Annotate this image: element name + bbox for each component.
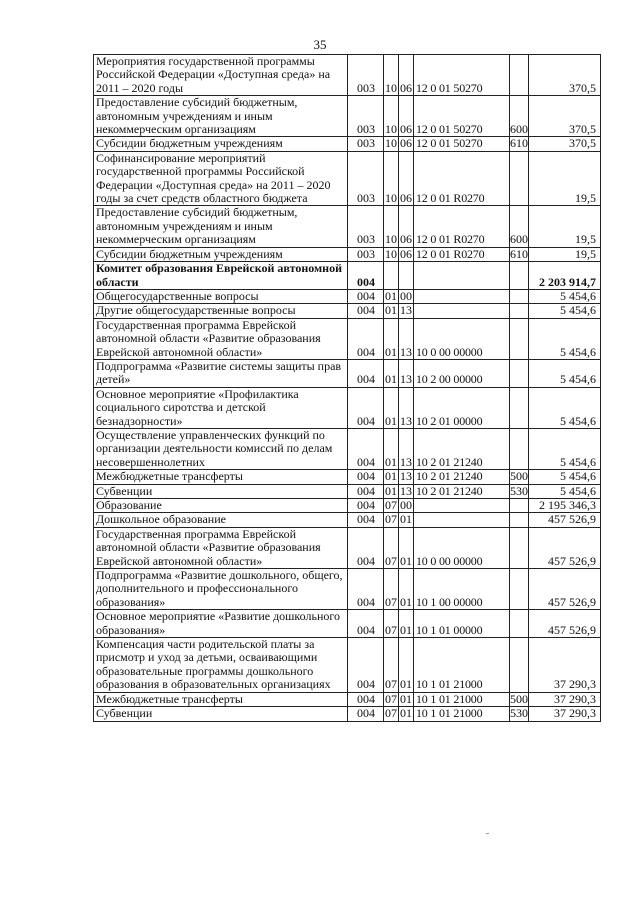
subsection-code-cell: 13 [400,303,412,318]
row-name-cell: Основное мероприятие «Профилактика социального сиротства и детской безнадзорности» [94,387,348,428]
expense-type-cell [510,151,529,206]
ved-code-cell: 004 [348,289,384,303]
amount-cell: 457 526,9 [529,513,601,527]
subsection-code-cell: 13 [400,484,412,498]
target-article-cell: 10 0 00 00000 [414,527,510,568]
amount-cell: 370,5 [529,55,601,96]
target-article-cell: 10 1 01 21000 [414,692,510,706]
expense-type-cell: 530 [510,484,528,498]
table-row [94,499,601,513]
ved-code-cell: 003 [348,206,384,247]
row-name-cell: Комитет образования Еврейской автономной области [94,262,348,290]
ved-code-cell: 003 [348,137,384,151]
table-row [94,484,601,498]
subsection-code-cell: 13 [399,387,414,428]
subsection-code-cell: 01 [399,527,414,568]
table-row [94,610,601,638]
table-row [94,318,601,359]
target-article-cell: 12 0 01 R0270 [414,151,510,206]
expense-type-cell: 600 [510,96,529,137]
target-article-cell [414,499,510,513]
subsection-code-cell: 06 [399,206,414,247]
target-article-cell: 12 0 01 R0270 [414,206,510,247]
amount-cell: 37 290,3 [529,638,601,693]
expense-type-cell [510,569,529,610]
expense-type-cell [510,359,529,387]
target-article-cell: 10 1 01 21000 [414,707,510,721]
section-code-cell: 07 [384,527,399,568]
section-code-cell: 10 [384,96,399,137]
section-code-cell: 01 [384,387,399,428]
ved-code-cell: 004 [348,387,384,428]
table-row [94,569,601,610]
table-row [94,247,601,261]
amount-cell: 457 526,9 [529,569,601,610]
expense-type-cell [510,318,529,359]
target-article-cell: 12 0 01 R0270 [414,247,510,261]
budget-table-body [94,55,601,722]
row-name-cell: Предоставление субсидий бюджетным, автономным учреждениям и иным некоммерческим организациям [94,206,348,247]
subsection-code-cell: 13 [399,428,414,469]
subsection-code-cell: 01 [400,512,412,527]
expense-type-cell: 600 [510,206,529,247]
subsection-code-cell: 01 [400,692,412,706]
ved-code-cell: 004 [348,692,384,706]
subsection-code-cell [399,262,414,290]
expense-type-cell [510,289,529,303]
ved-code-cell: 004 [348,569,384,610]
ved-code-cell: 003 [348,151,384,206]
section-code-cell: 10 [384,151,399,206]
expense-type-cell [510,262,529,290]
target-article-cell: 12 0 01 50270 [414,96,510,137]
section-code-cell: 07 [384,638,399,693]
ved-code-cell: 003 [348,247,384,261]
expense-type-cell: 610 [510,136,528,151]
amount-cell: 2 203 914,7 [529,262,601,290]
amount-cell: 2 195 346,3 [529,499,601,513]
row-name-cell: Мероприятия государственной программы Российской Федерации «Доступная среда» на 2011 – 2020 годы [94,55,348,96]
row-name-cell: Осуществление управленческих функций по организации деятельности комиссий по делам несовершеннолетних [94,428,348,469]
expense-type-cell [510,513,529,527]
table-row [94,55,601,96]
row-name-cell: Софинансирование мероприятий государственной программы Российской Федерации «Доступная среда» на 2011 – 2020 годы за счет средств областного бюджета [94,151,348,206]
amount-cell: 5 454,6 [529,359,601,387]
table-row [94,387,601,428]
expense-type-cell: 530 [510,706,528,721]
ved-code-cell: 004 [348,304,384,318]
expense-type-cell [510,610,529,638]
row-name-cell: Государственная программа Еврейской автономной области «Развитие образования Еврейской автономной области» [94,527,348,568]
amount-cell: 5 454,6 [529,387,601,428]
ved-code-cell: 004 [348,428,384,469]
scan-dot [486,833,489,834]
expense-type-cell [510,638,529,693]
subsection-code-cell: 06 [400,247,412,261]
section-code-cell: 07 [384,610,399,638]
section-code-cell: 01 [384,318,399,359]
section-code-cell: 10 [384,206,399,247]
target-article-cell: 10 2 01 21240 [414,470,510,484]
ved-code-cell: 004 [348,527,384,568]
amount-cell: 19,5 [529,151,601,206]
section-code-cell: 10 [385,247,397,261]
row-name-cell: Субсидии бюджетным учреждениям [94,247,348,261]
subsection-code-cell: 13 [399,318,414,359]
table-row [94,527,601,568]
amount-cell: 37 290,3 [529,692,601,706]
amount-cell: 457 526,9 [529,527,601,568]
ved-code-cell: 004 [348,610,384,638]
expense-type-cell [510,387,529,428]
subsection-code-cell: 06 [399,55,414,96]
ved-code-cell: 004 [348,707,384,721]
row-name-cell: Общегосударственные вопросы [94,289,348,303]
ved-code-cell: 004 [348,499,384,513]
amount-cell: 19,5 [529,206,601,247]
subsection-code-cell: 00 [400,289,412,303]
ved-code-cell: 004 [348,359,384,387]
table-row [94,137,601,151]
target-article-cell: 10 2 01 00000 [414,387,510,428]
amount-cell: 370,5 [529,96,601,137]
amount-cell: 5 454,6 [529,484,601,498]
subsection-code-cell: 01 [399,610,414,638]
row-name-cell: Подпрограмма «Развитие дошкольного, общего, дополнительного и профессионального образования» [94,569,348,610]
subsection-code-cell: 00 [400,498,412,512]
subsection-code-cell: 06 [399,96,414,137]
section-code-cell: 01 [385,469,397,484]
target-article-cell: 10 2 01 21240 [414,484,510,498]
target-article-cell: 12 0 01 50270 [414,137,510,151]
expense-type-cell [510,304,529,318]
table-row [94,707,601,721]
ved-code-cell: 003 [348,96,384,137]
subsection-code-cell: 01 [399,638,414,693]
amount-cell: 37 290,3 [529,707,601,721]
row-name-cell: Предоставление субсидий бюджетным, автономным учреждениям и иным некоммерческим организациям [94,96,348,137]
row-name-cell: Межбюджетные трансферты [94,692,348,706]
ved-code-cell: 004 [348,638,384,693]
section-code-cell [384,262,399,290]
table-row [94,470,601,484]
section-code-cell: 01 [384,428,399,469]
table-row [94,289,601,303]
subsection-code-cell: 06 [400,136,412,151]
target-article-cell: 10 1 00 00000 [414,569,510,610]
ved-code-cell: 004 [348,318,384,359]
section-code-cell: 01 [385,289,397,303]
section-code-cell: 07 [385,512,397,527]
target-article-cell [414,289,510,303]
section-code-cell: 07 [385,706,397,721]
row-name-cell: Государственная программа Еврейской автономной области «Развитие образования Еврейской автономной области» [94,318,348,359]
row-name-cell: Межбюджетные трансферты [94,470,348,484]
expense-type-cell: 500 [510,692,528,706]
target-article-cell: 10 0 00 00000 [414,318,510,359]
ved-code-cell: 003 [348,55,384,96]
expense-type-cell [510,527,529,568]
section-code-cell: 10 [384,55,399,96]
target-article-cell [414,513,510,527]
table-row [94,151,601,206]
expense-type-cell [510,428,529,469]
subsection-code-cell: 01 [400,706,412,721]
section-code-cell: 01 [385,303,397,318]
row-name-cell: Другие общегосударственные вопросы [94,304,348,318]
section-code-cell: 07 [385,692,397,706]
subsection-code-cell: 13 [400,469,412,484]
amount-cell: 5 454,6 [529,318,601,359]
table-row [94,513,601,527]
subsection-code-cell: 13 [399,359,414,387]
amount-cell: 457 526,9 [529,610,601,638]
ved-code-cell: 004 [348,262,384,290]
amount-cell: 19,5 [529,247,601,261]
section-code-cell: 10 [385,136,397,151]
section-code-cell: 07 [384,569,399,610]
table-row [94,96,601,137]
amount-cell: 5 454,6 [529,289,601,303]
row-name-cell: Образование [94,499,348,513]
target-article-cell: 10 2 00 00000 [414,359,510,387]
row-name-cell: Компенсация части родительской платы за присмотр и уход за детьми, осваивающими образовательные программы дошкольного образования в образовательных организациях [94,638,348,693]
row-name-cell: Субсидии бюджетным учреждениям [94,137,348,151]
row-name-cell: Субвенции [94,707,348,721]
target-article-cell [414,304,510,318]
target-article-cell: 12 0 01 50270 [414,55,510,96]
row-name-cell: Основное мероприятие «Развитие дошкольного образования» [94,610,348,638]
row-name-cell: Подпрограмма «Развитие системы защиты прав детей» [94,359,348,387]
ved-code-cell: 004 [348,513,384,527]
expense-type-cell [510,55,529,96]
ved-code-cell: 004 [348,484,384,498]
table-row [94,638,601,693]
budget-table [93,54,601,722]
subsection-code-cell: 06 [399,151,414,206]
section-code-cell: 01 [385,484,397,498]
amount-cell: 370,5 [529,137,601,151]
subsection-code-cell: 01 [399,569,414,610]
table-row [94,304,601,318]
table-row [94,428,601,469]
target-article-cell: 10 1 01 00000 [414,610,510,638]
amount-cell: 5 454,6 [529,428,601,469]
table-row [94,262,601,290]
expense-type-cell [510,499,529,513]
table-row [94,359,601,387]
ved-code-cell: 004 [348,470,384,484]
amount-cell: 5 454,6 [529,304,601,318]
expense-type-cell: 500 [510,469,528,484]
table-row [94,692,601,706]
section-code-cell: 07 [385,498,397,512]
expense-type-cell: 610 [510,247,528,261]
target-article-cell: 10 2 01 21240 [414,428,510,469]
row-name-cell: Субвенции [94,484,348,498]
target-article-cell [414,262,510,290]
table-row [94,206,601,247]
page-number: 35 [313,37,327,52]
amount-cell: 5 454,6 [529,470,601,484]
row-name-cell: Дошкольное образование [94,513,348,527]
target-article-cell: 10 1 01 21000 [414,638,510,693]
section-code-cell: 01 [384,359,399,387]
